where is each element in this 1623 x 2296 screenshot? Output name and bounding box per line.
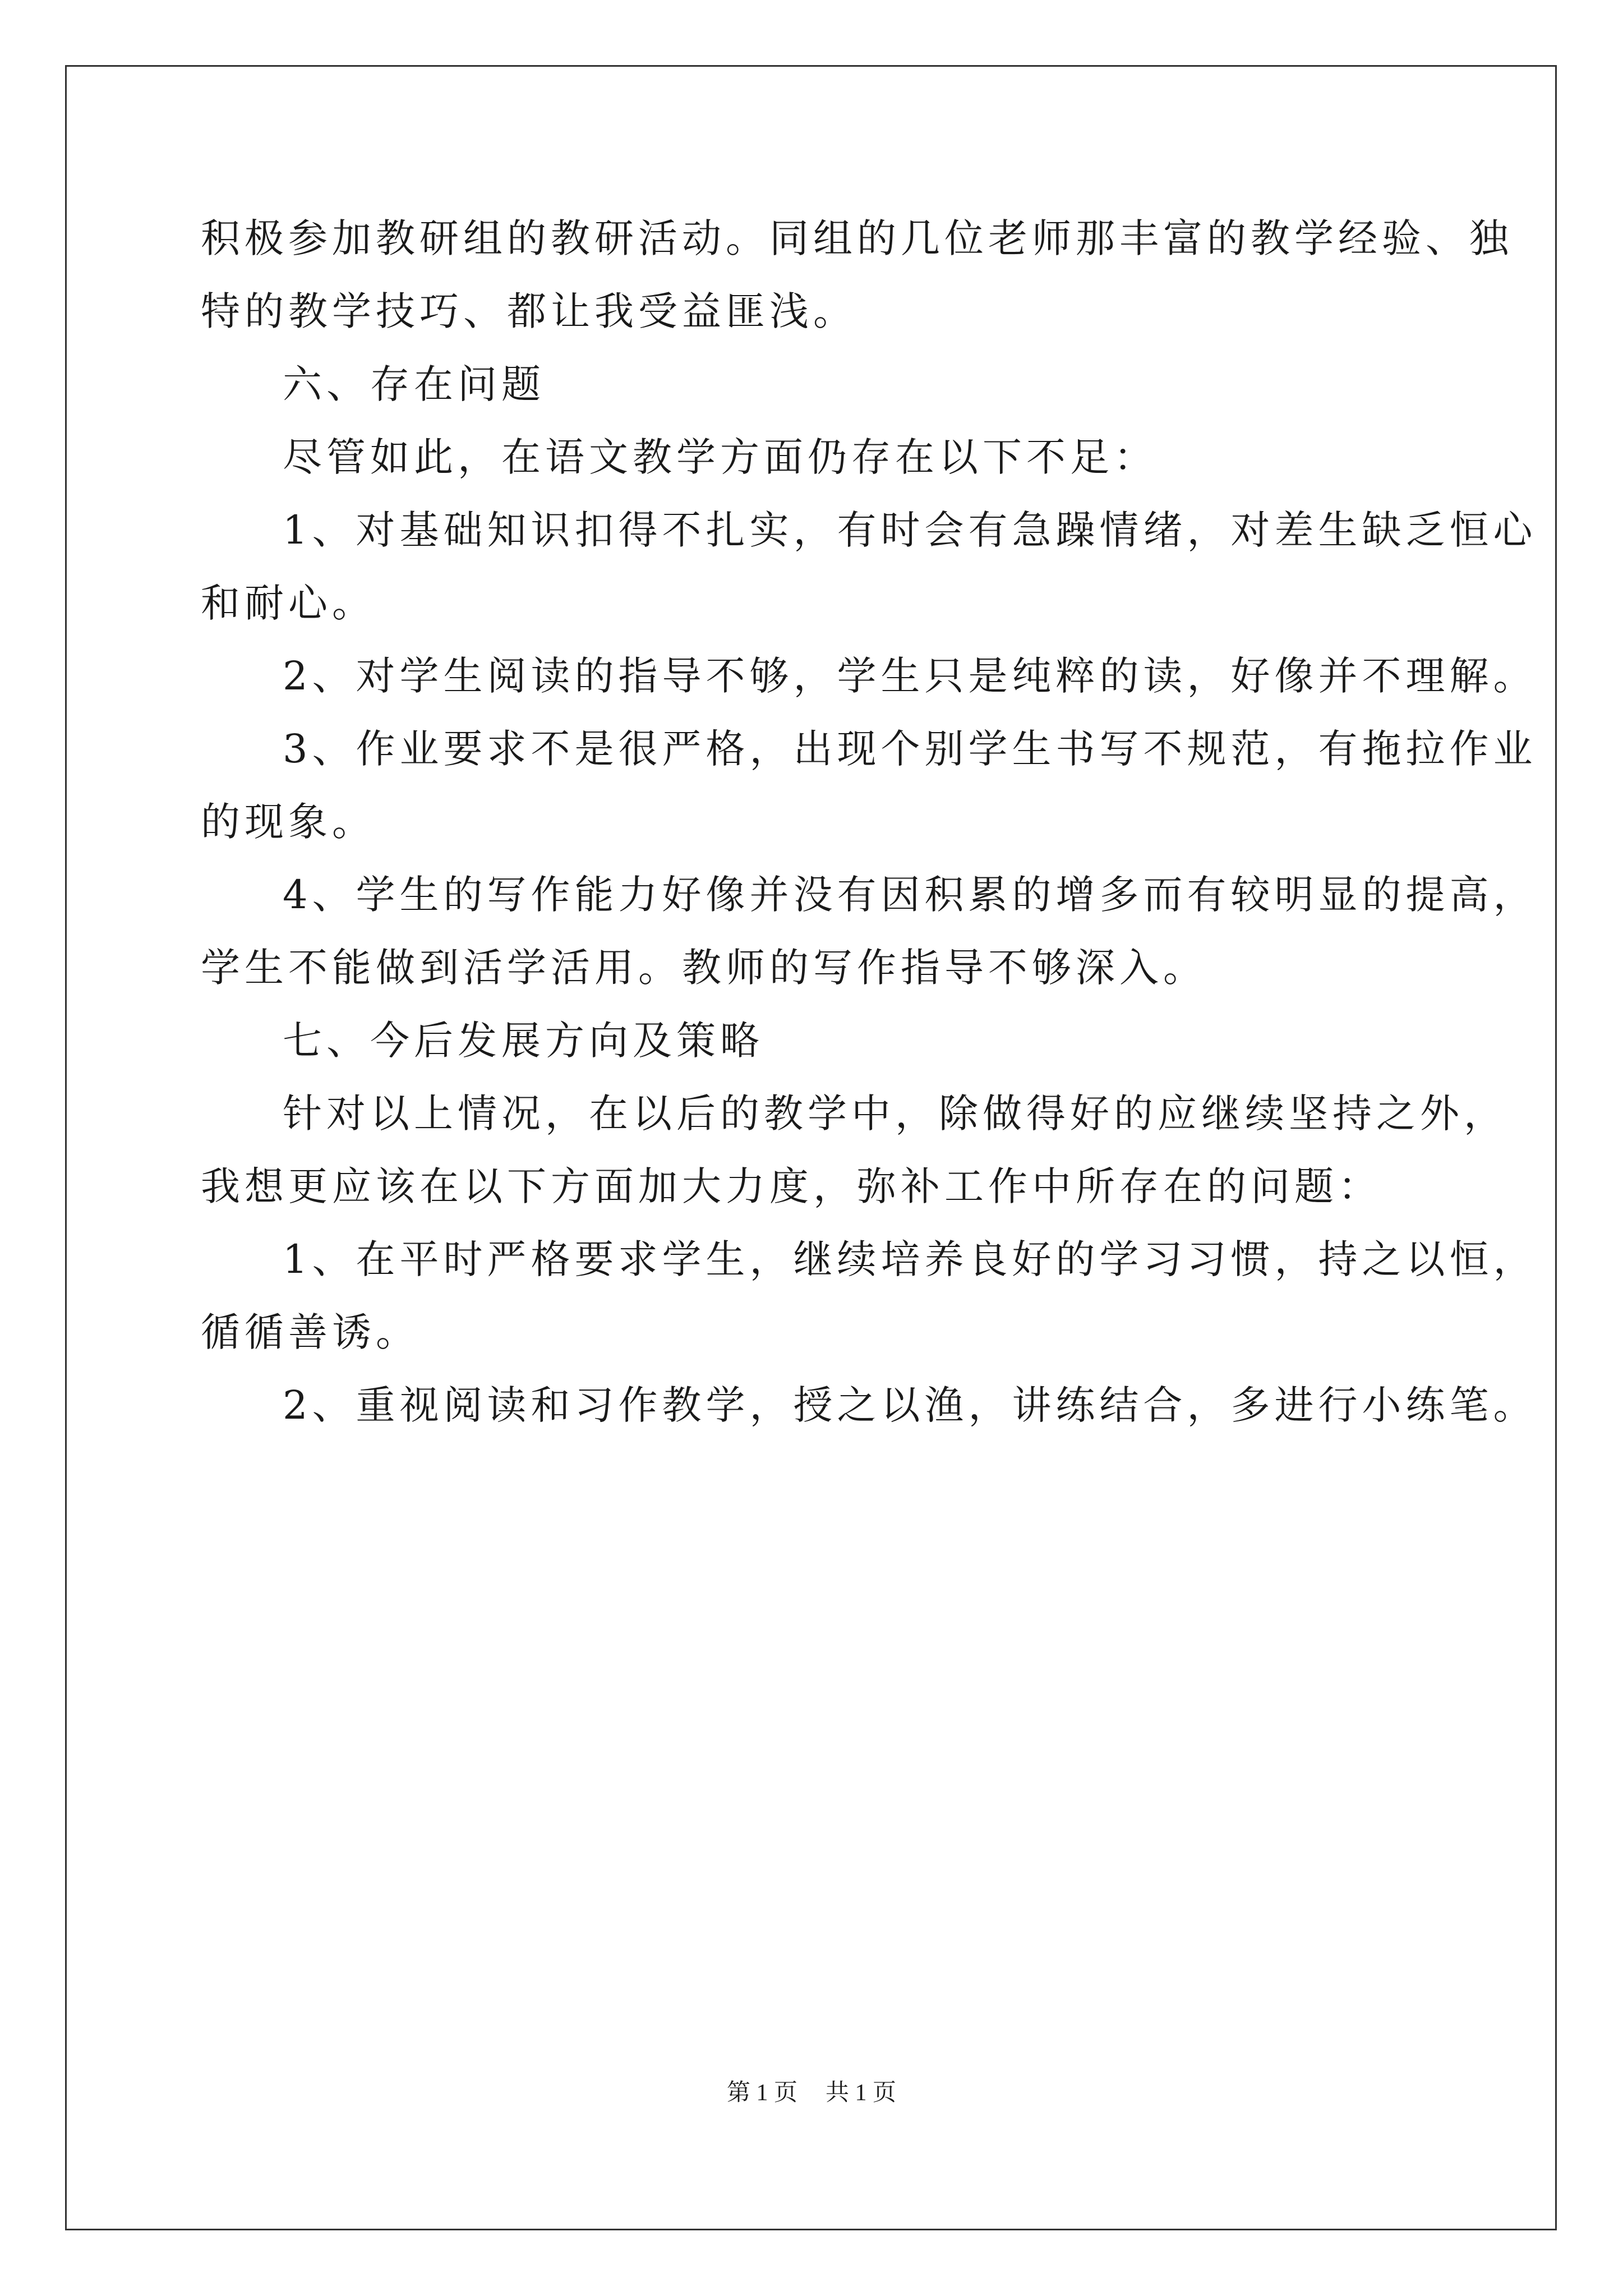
page-number-current: 第 1 页 xyxy=(726,2080,797,2106)
list-item: 1、在平时严格要求学生，继续培养良好的学习习惯，持之以恒， xyxy=(283,1236,1537,1282)
text-line: 学生不能做到活学活用。教师的写作指导不够深入。 xyxy=(201,945,1207,991)
text-line: 针对以上情况，在以后的教学中，除做得好的应继续坚持之外， xyxy=(283,1091,1507,1137)
text-line: 特的教学技巧、都让我受益匪浅。 xyxy=(201,288,857,334)
list-item: 2、重视阅读和习作教学，授之以渔，讲练结合，多进行小练笔。 xyxy=(283,1382,1537,1428)
text-line: 和耐心。 xyxy=(201,580,376,626)
text-line: 循循善诱。 xyxy=(201,1309,419,1355)
section-heading: 六、存在问题 xyxy=(283,361,545,407)
text-line: 的现象。 xyxy=(201,799,376,845)
list-item: 1、对基础知识扣得不扎实，有时会有急躁情绪，对差生缺乏恒心 xyxy=(283,507,1537,553)
page-number-total: 共 1 页 xyxy=(826,2080,897,2106)
list-item: 4、学生的写作能力好像并没有因积累的增多而有较明显的提高， xyxy=(283,872,1537,918)
text-line: 尽管如此，在语文教学方面仍存在以下不足： xyxy=(283,434,1158,480)
section-heading: 七、今后发展方向及策略 xyxy=(283,1018,764,1064)
text-line: 积极参加教研组的教研活动。同组的几位老师那丰富的教学经验、独 xyxy=(201,215,1513,261)
page-footer xyxy=(0,2078,1623,2108)
text-line: 我想更应该在以下方面加大力度，弥补工作中所存在的问题： xyxy=(201,1163,1382,1209)
list-item: 2、对学生阅读的指导不够，学生只是纯粹的读，好像并不理解。 xyxy=(283,653,1537,699)
list-item: 3、作业要求不是很严格，出现个别学生书写不规范，有拖拉作业 xyxy=(283,726,1537,772)
